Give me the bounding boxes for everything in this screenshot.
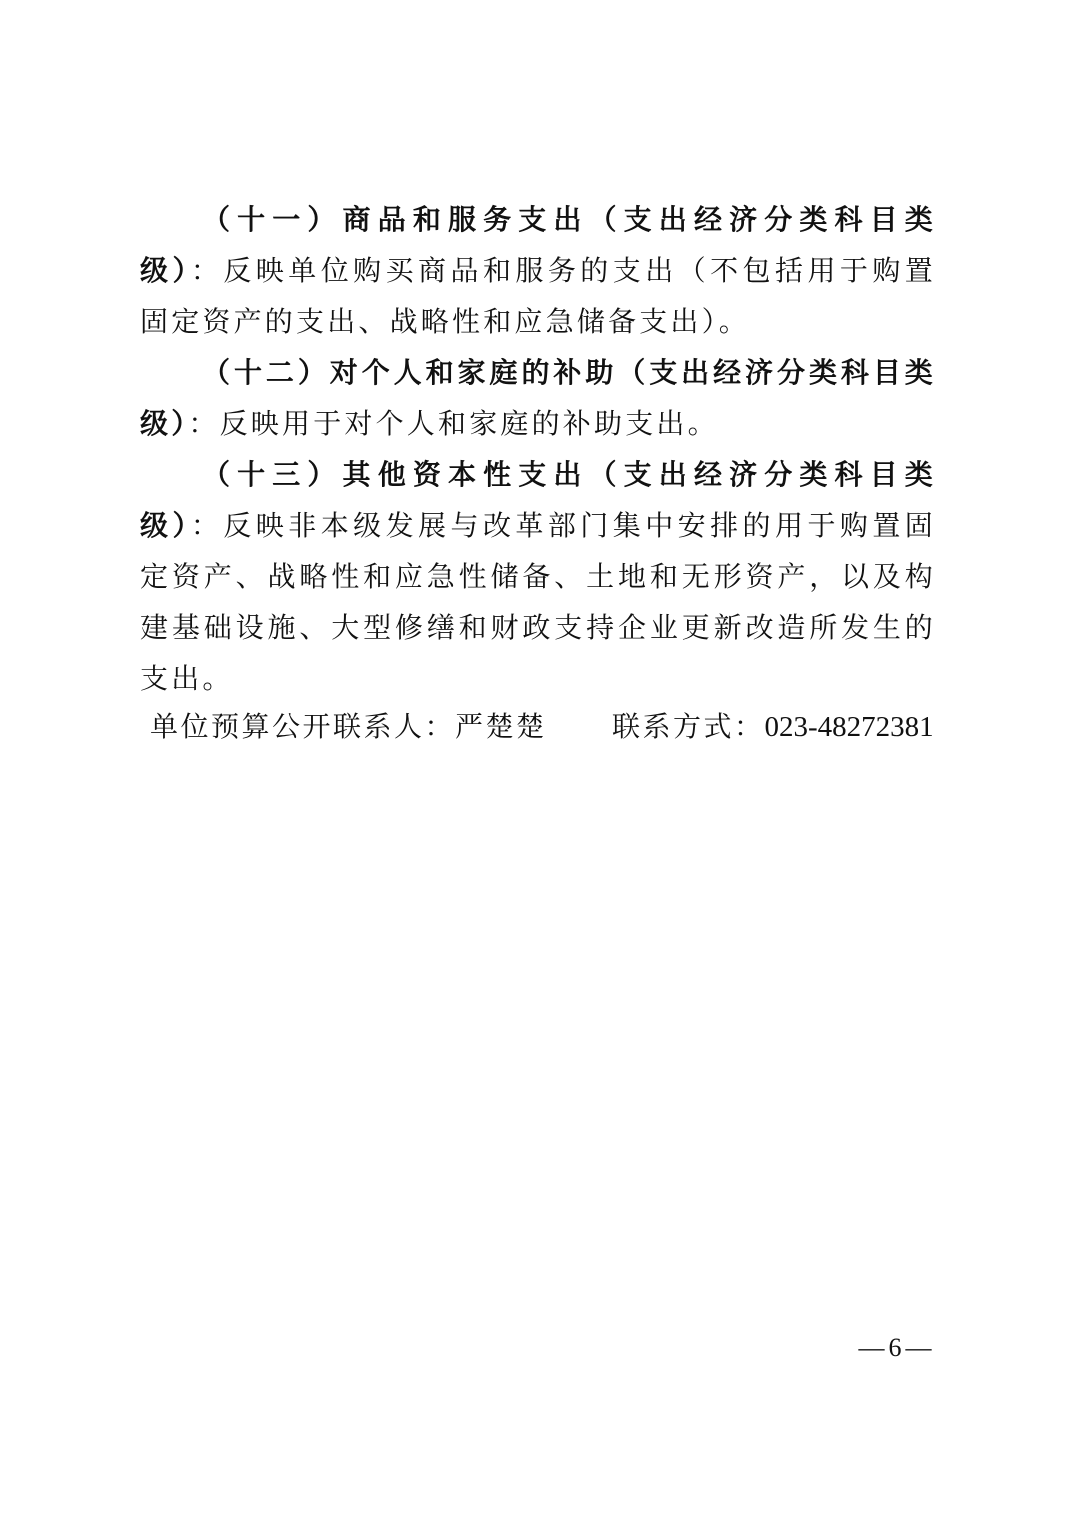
paragraph-household-subsidy — [140, 347, 936, 449]
paragraph-heading: （十一）商品和服务支出 — [202, 203, 589, 236]
paragraph-classification: （支出经济分类科目类级） — [140, 203, 936, 287]
paragraph-text: ：反映非本级发展与改革部门集中安排的用于购置固定资产、战略性和应急性储备、土地和无形资产，以及构建基础设施、大型修缮和财政支持企业更新改造所发生的支出。 — [140, 509, 936, 695]
document-body — [140, 194, 936, 704]
paragraph-heading: （十二）对个人和家庭的补助 — [202, 356, 618, 389]
contact-person — [150, 702, 547, 752]
contact-phone-number: 023-48272381 — [764, 711, 934, 743]
page-number-dash-left: — — [858, 1333, 885, 1362]
page-number-value: 6 — [888, 1333, 902, 1362]
page-number-dash-right: — — [905, 1333, 932, 1362]
paragraph-text: ：反映用于对个人和家庭的补助支出。 — [188, 407, 719, 440]
paragraph-classification: （支出经济分类科目类级） — [140, 356, 936, 440]
contact-phone — [612, 702, 934, 752]
paragraph-other-capital — [140, 449, 936, 704]
page-number — [850, 1330, 940, 1366]
contact-info — [150, 702, 934, 752]
contact-person-label: 单位预算公开联系人： — [150, 710, 456, 743]
contact-phone-label: 联系方式： — [612, 710, 765, 743]
paragraph-heading: （十三）其他资本性支出 — [202, 458, 589, 491]
paragraph-goods-services — [140, 194, 936, 347]
contact-person-name: 严楚楚 — [455, 710, 547, 743]
paragraph-text: ：反映单位购买商品和服务的支出（不包括用于购置固定资产的支出、战略性和应急储备支出）。 — [140, 254, 936, 338]
paragraph-classification: （支出经济分类科目类级） — [140, 458, 936, 542]
